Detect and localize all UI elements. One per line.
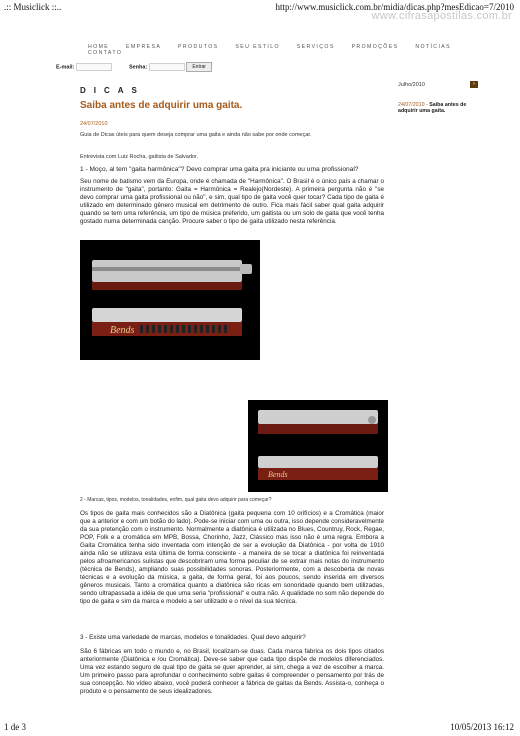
watermark: www.cifrasapostilas.com.br [371,10,512,22]
archive-month: Julho/2010 [398,82,425,88]
archive-item-title[interactable]: Saiba antes de adquirir uma gaita. [398,102,467,114]
paragraph-1: Seu nome de batismo vem da Europa, onde é chamada de "Harmônica". O Brasil é o único país a chamar o instrumento de "gaita", portanto: Gaita = Harmônica = Realejo(Nordeste). A primeira pergunta não é "se devo comprar uma gaita profissional ou não", e sim, qual tipo de gaita você quer tocar? Cada tipo de gaita é utilizado em determinado gênero musical em detrimento de outro. Fica mais fácil saber qual gaita adquirir quando se tem uma referência, um tipo de música preferido, um gaitista ou um solo de gaita que você tenha gostado numa determinada canção. Procure saber o tipo de gaita utilizado nesta referência. [80,178,384,225]
article-interview-note: Entrevista com Luiz Rocha, gaitista de Salvador. [80,154,199,160]
nav-item-produtos[interactable]: PRODUTOS [178,44,219,50]
email-label: E-mail: [56,64,75,71]
email-field[interactable] [76,63,112,71]
photo-caption: 2 - Marcas, tipos, modelos, tonalidades, enfim, qual gaita devo adquirir para começar? [80,497,272,503]
question-1: 1 - Moço, al tem "gaita harmônica"? Devo comprar uma gaita pra iniciante ou uma profissional? [80,166,359,173]
article-title: Saiba antes de adquirir uma gaita. [80,100,243,111]
archive-item-date: 24/07/2010 - [398,102,428,108]
harmonica-image [80,240,260,360]
print-footer [4,720,514,732]
question-3: 3 - Existe uma variedade de marcas, modelos e tonalidades. Qual devo adquirir? [80,634,306,641]
article-intro: Guia de Dicas úteis para quem deseja comprar uma gaita e ainda não sabe por onde começar. [80,132,312,138]
paragraph-2: Os tipos de gaita mais conhecidos são a Diatônica (gaita pequena com 10 orifícios) e a Cromática (maior que a anterior e com um botão do lado). Pode-se iniciar com uma ou outra, isso depende consideravelmente da sua pretenção com o instrumento. Normalmente a diatônica é utilizada no Blues, Countruy, Rock, Regae, POP, Folk e a cromática em MPB, Bossa, Chorinho, Jazz, Clássico mas isso não é uma regra. Embora a Gaita Cromática tenha sido inventada com intenção de ser a evolução da Diatônica - por volta de 1910 ainda não se utilizava esta última de forma consciente - a maneira de se tocar a diatônica foi reinventada pelos afroamericanos sulistas que descobriram uma forma peculiar de se extrair mais notas do instrumento (técnica de Bends), ampliando suas possibilidades sonoras. Posteriormente, com a descoberta de novas técnicas e a evolução da música, a gaita, de forma geral, foi aos poucos, sendo inserida em diversos gêneros musicais. Tanto a cromática quanto a diatônica são ricas em sonoridade quando bem utilizadas, sendo ultrapassada a idéia de que uma seria "profissional" e outra não. A qualidade no som não depende do tipo de gaita e sim da marca e modelo a ser utilizado e o nível da sua técnica. [80,510,384,605]
brand-logo-text-2: Bends [268,470,288,479]
password-field[interactable] [149,63,185,71]
brand-logo-text: Bends [110,325,135,336]
article-date: 24/07/2010 [80,121,108,127]
nav-item-promocoes[interactable]: PROMOÇÕES [351,44,399,50]
print-header-url: http://www.musiclick.com.br/midia/dicas.php?mesEdicao=7/2010 [275,2,514,12]
nav-item-servicos[interactable]: SERVIÇOS [296,44,335,50]
login-button[interactable]: Entrar [186,62,212,72]
section-heading: DICAS [80,86,145,95]
archive-expand-button[interactable]: » [470,81,478,88]
password-label: Senha: [128,64,148,71]
print-header-title: .:: Musiclick ::.. [4,2,62,12]
nav-item-seu-estilo[interactable]: SEU ESTILO [235,44,280,50]
main-nav [88,44,480,54]
nav-item-noticias[interactable]: NOTÍCIAS [415,44,452,50]
nav-item-contato[interactable]: CONTATO [88,50,123,56]
print-timestamp: 10/05/2013 16:12 [450,722,514,732]
chromatic-harmonica-photo [80,240,260,360]
page-count: 1 de 3 [4,722,26,732]
nav-item-home[interactable]: HOME [88,44,110,50]
diatonic-harmonica-photo [248,400,388,492]
nav-item-empresa[interactable]: EMPRESA [126,44,162,50]
login-form [56,62,212,72]
paragraph-3: São 6 fábricas em todo o mundo e, no Brasil, localizam-se duas. Cada marca fabrica os dois tipos citados anteriormente (Diatônica e /ou Cromática). Deve-se saber que cada tipo dispõe de modelos diferenciados. Uma vez estando seguro de qual tipo de gaita se quer aprender, ai sim, chega a vez de escolher a marca. Um primeiro passo para aprofundar o conhecimento sobre gaitas é compreender o pensamento por trás de sua concepção. No vídeo abaixo, você poderá conhecer a fábrica de gaitas da Bends. Assista-o, conheça o produto e o pensamento de seus idealizadores. [80,648,384,695]
harmonica-image-2 [248,400,388,492]
archive-item[interactable] [398,102,478,114]
